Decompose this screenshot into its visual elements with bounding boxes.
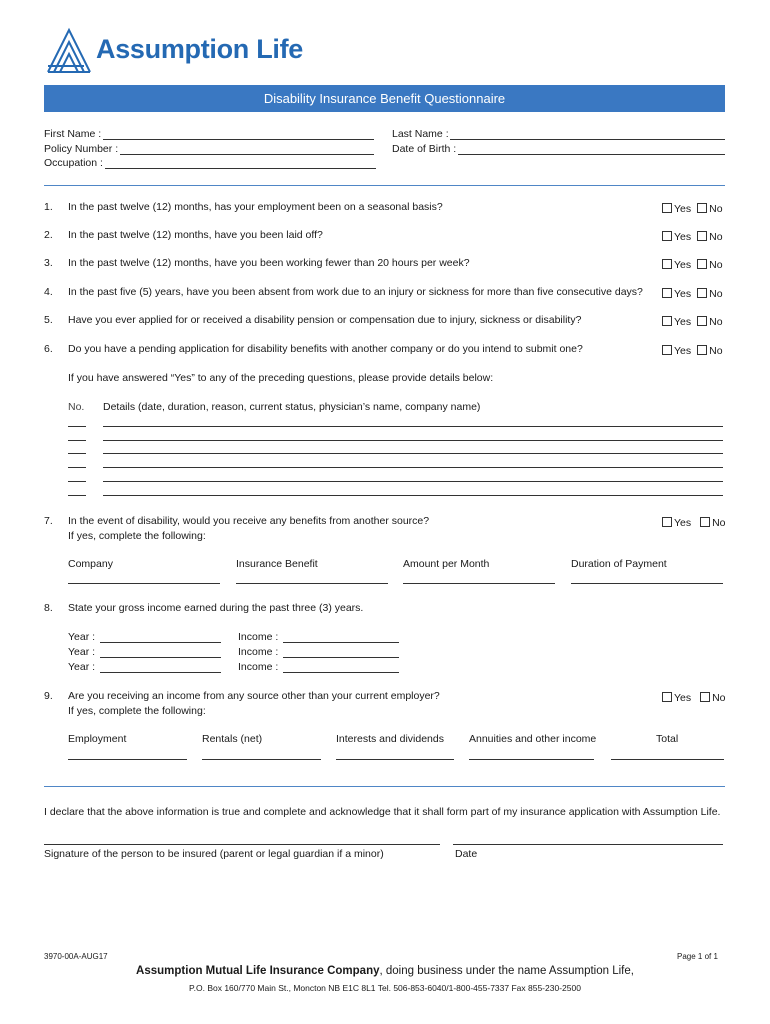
logo-text: Assumption Life (96, 34, 304, 64)
detail-line-field[interactable] (103, 495, 723, 496)
detail-no-field[interactable] (68, 453, 86, 454)
q7-text: In the event of disability, would you receive any benefits from another source? (68, 515, 430, 527)
question-number: 3. (44, 257, 53, 269)
no-label: No (712, 692, 726, 704)
occupation-label: Occupation : (44, 157, 103, 169)
last-name-label: Last Name : (392, 128, 449, 140)
question-number: 2. (44, 229, 53, 241)
q9-column-field[interactable] (202, 759, 321, 760)
q9-column-header: Total (656, 733, 679, 745)
footer-company (0, 965, 770, 977)
question-text: In the past twelve (12) months, have you been working fewer than 20 hours per week? (68, 257, 470, 269)
q7-column-header: Insurance Benefit (236, 558, 318, 570)
question-number: 6. (44, 343, 53, 355)
date-of-birth-label: Date of Birth : (392, 143, 457, 155)
yes-checkbox[interactable] (662, 203, 672, 213)
policy-number-field[interactable] (120, 154, 374, 155)
details-intro: If you have answered “Yes” to any of the preceding questions, please provide details below: (68, 372, 494, 384)
question-number: 5. (44, 314, 53, 326)
last-name-field[interactable] (450, 139, 725, 140)
footer-company-rest: , doing business under the name Assumption Life, (379, 965, 634, 977)
question-answer (662, 203, 723, 215)
question-answer (662, 345, 723, 357)
yes-label: Yes (674, 259, 692, 271)
q7-yes-checkbox[interactable] (662, 517, 672, 527)
question-text: In the past twelve (12) months, has your employment been on a seasonal basis? (68, 201, 443, 213)
yes-label: Yes (674, 203, 692, 215)
yes-checkbox[interactable] (662, 231, 672, 241)
detail-line-field[interactable] (103, 467, 723, 468)
question-text: In the past five (5) years, have you been absent from work due to an injury or sickness for more than five consecutive days? (68, 286, 643, 298)
q9-answer (662, 692, 726, 704)
income-label: Income : (238, 631, 279, 643)
question-text: Do you have a pending application for disability benefits with another company or do you intend to submit one? (68, 343, 583, 355)
first-name-field[interactable] (103, 139, 374, 140)
q9-yes-checkbox[interactable] (662, 692, 672, 702)
no-checkbox[interactable] (697, 259, 707, 269)
footer-address: P.O. Box 160/770 Main St., Moncton NB E1C 8L1 Tel. 506-853-6040/1-800-455-7337 Fax 855-230-2500 (189, 983, 581, 993)
no-label: No (709, 345, 723, 357)
q7-number: 7. (44, 515, 53, 527)
year-label: Year : (68, 661, 96, 673)
details-no-header: No. (68, 401, 85, 413)
section-divider (44, 786, 725, 787)
q7-column-field[interactable] (68, 583, 220, 584)
form-title: Disability Insurance Benefit Questionnaire (44, 85, 725, 112)
yes-label: Yes (674, 231, 692, 243)
q7-column-field[interactable] (403, 583, 555, 584)
detail-no-field[interactable] (68, 481, 86, 482)
q9-column-field[interactable] (469, 759, 594, 760)
yes-checkbox[interactable] (662, 316, 672, 326)
year-field[interactable] (100, 672, 221, 673)
question-answer (662, 231, 723, 243)
policy-number-label: Policy Number : (44, 143, 119, 155)
first-name-label: First Name : (44, 128, 102, 140)
no-label: No (709, 288, 723, 300)
income-field[interactable] (283, 657, 399, 658)
income-field[interactable] (283, 672, 399, 673)
date-label: Date (455, 848, 478, 860)
no-label: No (709, 259, 723, 271)
income-field[interactable] (283, 642, 399, 643)
no-checkbox[interactable] (697, 231, 707, 241)
company-logo (44, 24, 304, 76)
q9-column-field[interactable] (611, 759, 724, 760)
signature-field[interactable] (44, 844, 440, 845)
q7-column-header: Amount per Month (403, 558, 490, 570)
year-field[interactable] (100, 657, 221, 658)
no-checkbox[interactable] (697, 345, 707, 355)
details-header: Details (date, duration, reason, current status, physician’s name, company name) (103, 401, 481, 413)
no-label: No (712, 517, 726, 529)
yes-checkbox[interactable] (662, 259, 672, 269)
no-label: No (709, 231, 723, 243)
no-checkbox[interactable] (697, 288, 707, 298)
detail-no-field[interactable] (68, 495, 86, 496)
q9-column-header: Interests and dividends (336, 733, 444, 745)
section-divider (44, 185, 725, 186)
detail-line-field[interactable] (103, 453, 723, 454)
question-answer (662, 259, 723, 271)
question-answer (662, 316, 723, 328)
no-checkbox[interactable] (697, 203, 707, 213)
q7-column-header: Company (68, 558, 113, 570)
question-text: In the past twelve (12) months, have you been laid off? (68, 229, 323, 241)
form-code: 3970-00A-AUG17 (44, 952, 108, 961)
yes-label: Yes (674, 692, 692, 704)
no-label: No (709, 316, 723, 328)
q7-answer (662, 517, 726, 529)
no-label: No (709, 203, 723, 215)
detail-no-field[interactable] (68, 426, 86, 427)
yes-checkbox[interactable] (662, 288, 672, 298)
question-number: 1. (44, 201, 53, 213)
occupation-field[interactable] (105, 168, 376, 169)
detail-no-field[interactable] (68, 440, 86, 441)
q9-column-header: Annuities and other income (469, 733, 597, 745)
page-number: Page 1 of 1 (677, 952, 718, 961)
question-answer (662, 288, 723, 300)
footer-company-name: Assumption Mutual Life Insurance Company (136, 965, 380, 977)
q9-number: 9. (44, 690, 53, 702)
q9-sub: If yes, complete the following: (68, 705, 206, 717)
date-of-birth-field[interactable] (458, 154, 725, 155)
q8-text: State your gross income earned during the past three (3) years. (68, 602, 364, 614)
q7-column-field[interactable] (571, 583, 723, 584)
yes-label: Yes (674, 345, 692, 357)
question-text: Have you ever applied for or received a disability pension or compensation due to injury, sickness or disability? (68, 314, 582, 326)
question-number: 4. (44, 286, 53, 298)
income-label: Income : (238, 646, 279, 658)
declaration-text: I declare that the above information is true and complete and acknowledge that it shall form part of my insurance application with Assumption Life. (44, 806, 721, 818)
triangle-logo-icon (44, 26, 94, 76)
detail-line-field[interactable] (103, 440, 723, 441)
signature-label: Signature of the person to be insured (parent or legal guardian if a minor) (44, 848, 384, 860)
yes-label: Yes (674, 517, 692, 529)
q7-no-checkbox[interactable] (700, 517, 710, 527)
q9-column-field[interactable] (336, 759, 454, 760)
detail-line-field[interactable] (103, 481, 723, 482)
income-label: Income : (238, 661, 279, 673)
date-field[interactable] (453, 844, 723, 845)
q8-number: 8. (44, 602, 53, 614)
detail-no-field[interactable] (68, 467, 86, 468)
q9-no-checkbox[interactable] (700, 692, 710, 702)
q7-column-header: Duration of Payment (571, 558, 667, 570)
q7-sub: If yes, complete the following: (68, 530, 206, 542)
q9-text: Are you receiving an income from any source other than your current employer? (68, 690, 440, 702)
q7-column-field[interactable] (236, 583, 388, 584)
year-label: Year : (68, 646, 96, 658)
yes-checkbox[interactable] (662, 345, 672, 355)
yes-label: Yes (674, 288, 692, 300)
q9-column-field[interactable] (68, 759, 187, 760)
detail-line-field[interactable] (103, 426, 723, 427)
q9-column-header: Rentals (net) (202, 733, 263, 745)
q9-column-header: Employment (68, 733, 127, 745)
year-label: Year : (68, 631, 96, 643)
no-checkbox[interactable] (697, 316, 707, 326)
year-field[interactable] (100, 642, 221, 643)
yes-label: Yes (674, 316, 692, 328)
